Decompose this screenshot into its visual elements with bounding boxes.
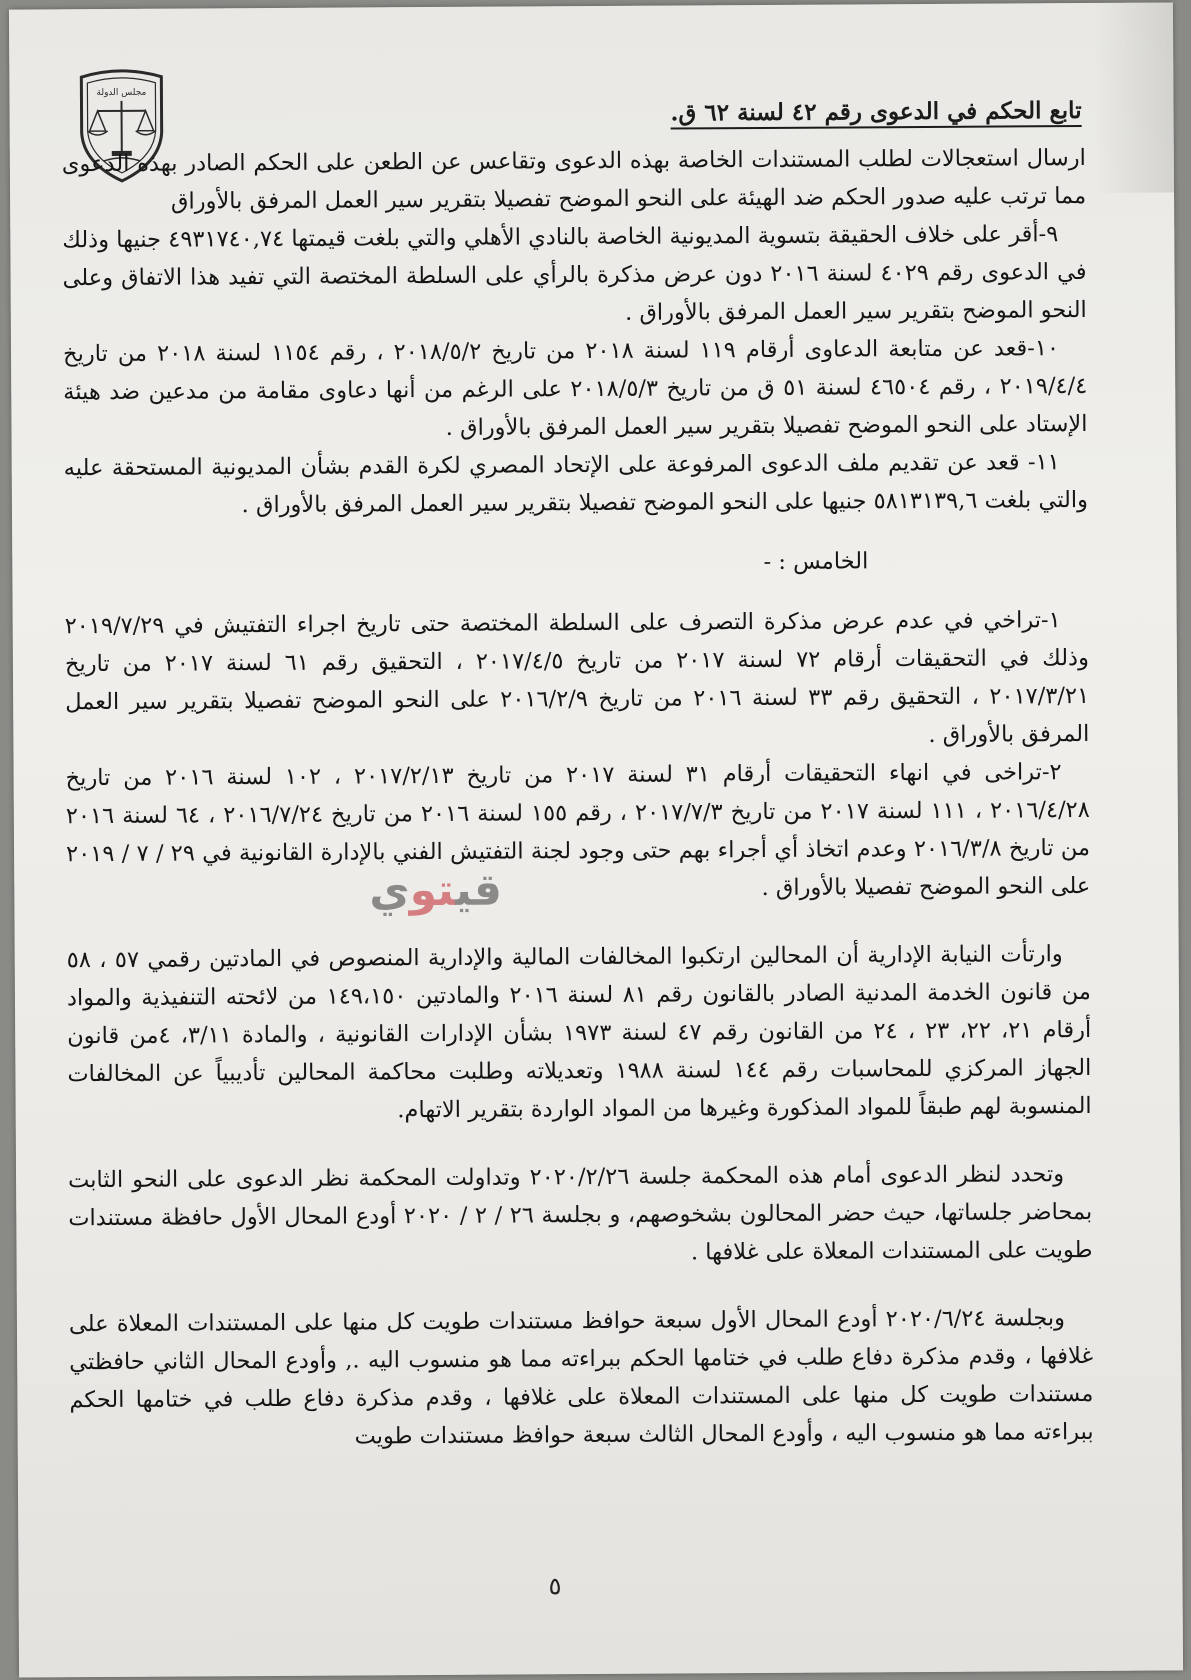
watermark-part-dark: قي [455,864,503,916]
paragraph-hearing-session: وبجلسة ٢٠٢٠/٦/٢٤ أودع المحال الأول سبعة حوافظ مستندات طويت كل منها على المستندات المعلاة على غلافها ، وقدم مذكرة دفاع طلب في ختامها الحكم ببراءته مما هو منسوب اليه ., وأودع المحال الثاني حافظتي مستندات طويت كل منها على المستندات المعلاة على غلافها ، وقدم مذكرة دفاع طلب في ختامها الحكم ببراءته مما هو منسوب اليه ، وأودع المحال الثالث سبعة حوافظ مستندات طويت [68,1305,1094,1450]
paragraph-item-11: ١١- قعد عن تقديم ملف الدعوى المرفوعة على الإتحاد المصري لكرة القدم بشأن المديونية المستحقة عليه والتي بلغت ٥٨١٣١٣٩,٦ جنيها على النحو الموضح تفصيلا بتقرير سير العمل المرفق بالأوراق . [63,449,1089,519]
paragraph-item-10: ١٠-قعد عن متابعة الدعاوى أرقام ١١٩ لسنة ٢٠١٨ من تاريخ ٢٠١٨/٥/٢ ، رقم ١١٥٤ لسنة ٢٠١٨ من تاريخ ٢٠١٩/٤/٤ ، رقم ٤٦٥٠٤ لسنة ٥١ ق من تاريخ ٢٠١٨/٥/٣ على الرغم من أنها دعاوى مقامة من مدعين ضد هيئة الإستاد على النحو الموضح تفصيلا بتقرير سير العمل المرفق بالأوراق . [62,335,1088,441]
section-item-2: ٢-تراخى في انهاء التحقيقات أرقام ٣١ لسنة ٢٠١٧ من تاريخ ٢٠١٧/٢/١٣ ، ١٠٢ لسنة ٢٠١٦ من تاريخ ٢٠١٦/٤/٢٨ ، ١١١ لسنة ٢٠١٧ من تاريخ ٢٠١٧/٧/٣ ، رقم ١٥٥ لسنة ٢٠١٦ من تاريخ ٢٠١٦/٧/٢٤ ، ٦٤ لسنة ٢٠١٦ من تاريخ ٢٠١٦/٣/٨ وعدم اتخاذ أي أجراء بهم حتى وجود لجنة التفتيش الفني بالإدارة القانونية في ٢٩ / ٧ / ٢٠١٩ على النحو الموضح تفصيلا بالأوراق . [65,759,1091,901]
paragraph-hearing-schedule: وتحدد لنظر الدعوى أمام هذه المحكمة جلسة ٢٠٢٠/٢/٢٦ وتداولت المحكمة نظر الدعوى على النحو الثابت بمحاضر جلساتها، حيث حضر المحالون بشخوصهم، و بجلسة ٢٦ / ٢ / ٢٠٢٠ أودع المحال الأول حافظة مستندات طويت على المستندات المعلاة على غلافها . [67,1161,1093,1266]
site-watermark-logo [369,865,502,917]
paragraph-continuation: ارسال استعجالات لطلب المستندات الخاصة بهذه الدعوى وتقاعس عن الطعن على الحكم الصادر بهذه الدعوى مما ترتب عليه صدور الحكم ضد الهيئة على النحو الموضح تفصيلا بتقرير سير العمل المرفق بالأوراق [61,144,1087,215]
watermark-part-red: تو [409,864,456,917]
paragraph-item-9: ٩-أقر على خلاف الحقيقة بتسوية المديونية الخاصة بالنادي الأهلي والتي بلغت قيمتها ٤٩٣١٧٤٠,٧٤ جنيها وذلك في الدعوى رقم ٤٠٢٩ لسنة ٢٠١٦ دون عرض مذكرة بالرأي على السلطة المختصة التي تفيد هذا الاتفاق وعلى النحو الموضح بتقرير سير العمل المرفق بالأوراق . [62,221,1087,326]
section-item-1: ١-تراخي في عدم عرض مذكرة التصرف على السلطة المختصة حتى تاريخ اجراء التفتيش في ٢٠١٩/٧/٢٩ وذلك في التحقيقات أرقام ٧٢ لسنة ٢٠١٧ من تاريخ ٢٠١٧/٤/٥ ، التحقيق رقم ٦١ لسنة ٢٠١٧ من تاريخ ٢٠١٧/٣/٢١ ، التحقيق رقم ٣٣ لسنة ٢٠١٦ من تاريخ ٢٠١٦/٢/٩ على النحو الموضح تفصيلا بتقرير سير العمل المرفق بالأوراق . [64,607,1090,748]
watermark-part-tail: ي [369,865,410,917]
page-header-title: تابع الحكم في الدعوى رقم ٤٢ لسنة ٦٢ ق. [670,97,1081,130]
page-number: ٥ [548,1572,562,1601]
document-page [9,2,1183,1677]
document-body [62,139,1094,1457]
paragraph-prosecution-opinion: وارتأت النيابة الإدارية أن المحالين ارتكبوا المخالفات المالية والإدارية المنصوص في المادتين رقمي ٥٧ ، ٥٨ من قانون الخدمة المدنية الصادر بالقانون رقم ٨١ لسنة ٢٠١٦ والمادتين ١٤٩،١٥٠ من لائحته التنفيذية والمواد أرقام ٢١، ٢٢، ٢٣ ، ٢٤ من القانون رقم ٤٧ لسنة ١٩٧٣ بشأن الإدارات القانونية ، والمادة ٣/١١، ٤من قانون الجهاز المركزي للمحاسبات رقم ١٤٤ لسنة ١٩٨٨ وتعديلاته وطلبت محاكمة المحالين تأديبياً عن المخالفات المنسوبة لهم طبقاً للمواد المذكورة وغيرها من المواد الواردة بتقرير الاتهام. [66,941,1092,1124]
section-title-fifth: الخامس : - [763,548,869,575]
page-shadow [1093,2,1174,192]
svg-text:مجلس الدولة: مجلس الدولة [96,87,147,99]
